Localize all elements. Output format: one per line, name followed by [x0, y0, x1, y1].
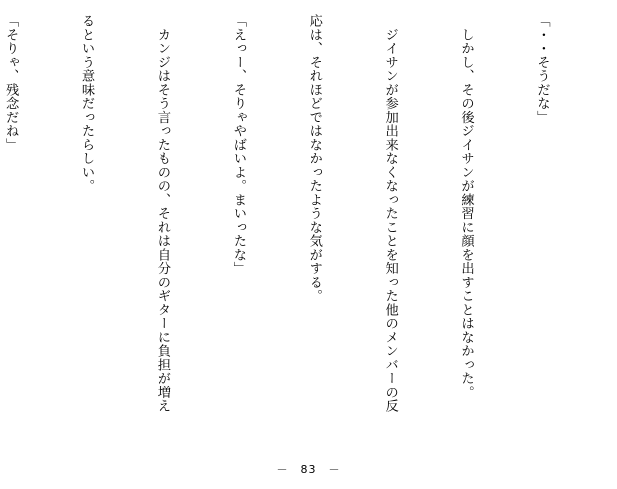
text-line: カンジはそう言ったものの、それは自分のギターに負担が増え	[154, 14, 170, 413]
vertical-text-body	[0, 14, 605, 436]
text-line: 「えっー、そりゃやばいよ。まいったな」	[230, 14, 246, 276]
text-line: 「そりゃ、残念だね」	[3, 14, 19, 152]
text-line: るという意味だったらしい。	[79, 14, 95, 193]
text-line: 応は、それほどではなかったような気がする。	[306, 14, 322, 303]
text-line: ジイサンが参加出来なくなったことを知った他のメンバーの反	[382, 14, 398, 413]
text-line: しかし、その後ジイサンが練習に顔を出すことはなかった。	[458, 14, 474, 399]
text-line: 「・・そうだな」	[534, 14, 550, 124]
page-number: － 83 －	[276, 463, 341, 476]
